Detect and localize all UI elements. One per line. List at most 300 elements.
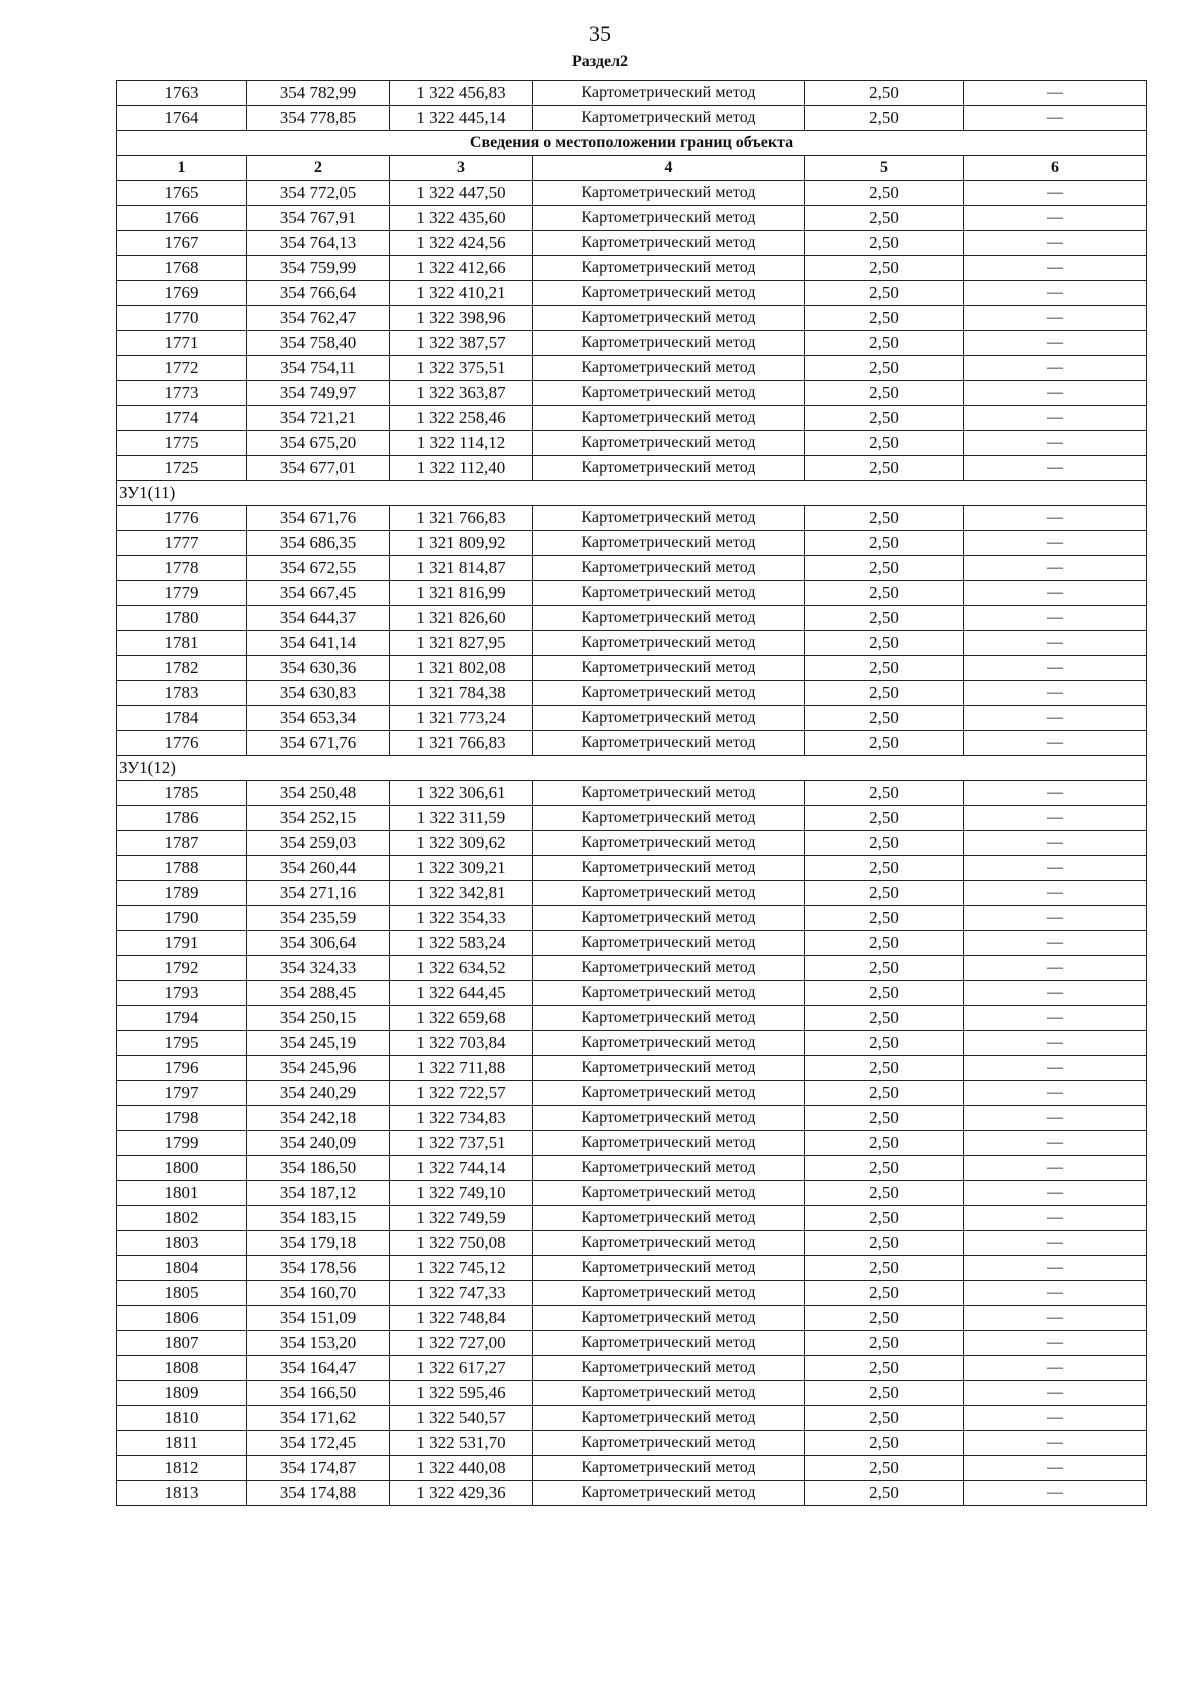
accuracy-cell: 2,50 (805, 656, 964, 681)
y-coordinate-cell: 1 322 435,60 (390, 206, 533, 231)
table-row (117, 806, 1147, 831)
table-row (117, 506, 1147, 531)
x-coordinate-cell: 354 250,48 (247, 781, 390, 806)
method-cell: Картометрический метод (533, 1356, 805, 1381)
column-number-2: 2 (247, 156, 390, 181)
point-number-cell: 1808 (117, 1356, 247, 1381)
method-cell: Картометрический метод (533, 581, 805, 606)
accuracy-cell: 2,50 (805, 956, 964, 981)
x-coordinate-cell: 354 179,18 (247, 1231, 390, 1256)
y-coordinate-cell: 1 321 766,83 (390, 731, 533, 756)
accuracy-cell: 2,50 (805, 256, 964, 281)
y-coordinate-cell: 1 322 595,46 (390, 1381, 533, 1406)
y-coordinate-cell: 1 322 456,83 (390, 81, 533, 106)
description-cell: — (964, 1281, 1147, 1306)
y-coordinate-cell: 1 322 342,81 (390, 881, 533, 906)
point-number-cell: 1770 (117, 306, 247, 331)
table-row (117, 1406, 1147, 1431)
method-cell: Картометрический метод (533, 881, 805, 906)
method-cell: Картометрический метод (533, 206, 805, 231)
method-cell: Картометрический метод (533, 1106, 805, 1131)
point-number-cell: 1785 (117, 781, 247, 806)
description-cell: — (964, 956, 1147, 981)
x-coordinate-cell: 354 762,47 (247, 306, 390, 331)
x-coordinate-cell: 354 235,59 (247, 906, 390, 931)
table-row (117, 381, 1147, 406)
accuracy-cell: 2,50 (805, 1281, 964, 1306)
accuracy-cell: 2,50 (805, 1406, 964, 1431)
x-coordinate-cell: 354 250,15 (247, 1006, 390, 1031)
y-coordinate-cell: 1 322 311,59 (390, 806, 533, 831)
accuracy-cell: 2,50 (805, 831, 964, 856)
description-cell: — (964, 581, 1147, 606)
x-coordinate-cell: 354 178,56 (247, 1256, 390, 1281)
x-coordinate-cell: 354 166,50 (247, 1381, 390, 1406)
y-coordinate-cell: 1 322 429,36 (390, 1481, 533, 1506)
point-number-cell: 1797 (117, 1081, 247, 1106)
description-cell: — (964, 1031, 1147, 1056)
point-number-cell: 1778 (117, 556, 247, 581)
x-coordinate-cell: 354 721,21 (247, 406, 390, 431)
accuracy-cell: 2,50 (805, 531, 964, 556)
accuracy-cell: 2,50 (805, 231, 964, 256)
accuracy-cell: 2,50 (805, 1206, 964, 1231)
x-coordinate-cell: 354 164,47 (247, 1356, 390, 1381)
description-cell: — (964, 1231, 1147, 1256)
y-coordinate-cell: 1 322 583,24 (390, 931, 533, 956)
description-cell: — (964, 656, 1147, 681)
group-label-row (117, 756, 1147, 781)
accuracy-cell: 2,50 (805, 106, 964, 131)
method-cell: Картометрический метод (533, 331, 805, 356)
description-cell: — (964, 331, 1147, 356)
x-coordinate-cell: 354 671,76 (247, 506, 390, 531)
x-coordinate-cell: 354 759,99 (247, 256, 390, 281)
point-number-cell: 1812 (117, 1456, 247, 1481)
point-number-cell: 1809 (117, 1381, 247, 1406)
table-row (117, 1331, 1147, 1356)
description-cell: — (964, 506, 1147, 531)
y-coordinate-cell: 1 322 363,87 (390, 381, 533, 406)
description-cell: — (964, 981, 1147, 1006)
y-coordinate-cell: 1 322 748,84 (390, 1306, 533, 1331)
accuracy-cell: 2,50 (805, 1081, 964, 1106)
x-coordinate-cell: 354 187,12 (247, 1181, 390, 1206)
point-number-cell: 1774 (117, 406, 247, 431)
point-number-cell: 1801 (117, 1181, 247, 1206)
accuracy-cell: 2,50 (805, 406, 964, 431)
point-number-cell: 1782 (117, 656, 247, 681)
accuracy-cell: 2,50 (805, 1256, 964, 1281)
accuracy-cell: 2,50 (805, 1431, 964, 1456)
point-number-cell: 1805 (117, 1281, 247, 1306)
description-cell: — (964, 806, 1147, 831)
column-number-4: 4 (533, 156, 805, 181)
method-cell: Картометрический метод (533, 306, 805, 331)
description-cell: — (964, 406, 1147, 431)
accuracy-cell: 2,50 (805, 631, 964, 656)
method-cell: Картометрический метод (533, 731, 805, 756)
description-cell: — (964, 1431, 1147, 1456)
y-coordinate-cell: 1 321 827,95 (390, 631, 533, 656)
point-number-cell: 1813 (117, 1481, 247, 1506)
point-number-cell: 1780 (117, 606, 247, 631)
table-row (117, 1281, 1147, 1306)
accuracy-cell: 2,50 (805, 681, 964, 706)
x-coordinate-cell: 354 778,85 (247, 106, 390, 131)
table-row (117, 606, 1147, 631)
accuracy-cell: 2,50 (805, 706, 964, 731)
y-coordinate-cell: 1 322 750,08 (390, 1231, 533, 1256)
method-cell: Картометрический метод (533, 1331, 805, 1356)
method-cell: Картометрический метод (533, 1431, 805, 1456)
accuracy-cell: 2,50 (805, 331, 964, 356)
method-cell: Картометрический метод (533, 256, 805, 281)
table-row (117, 556, 1147, 581)
method-cell: Картометрический метод (533, 181, 805, 206)
table-row (117, 1306, 1147, 1331)
method-cell: Картометрический метод (533, 1281, 805, 1306)
y-coordinate-cell: 1 322 734,83 (390, 1106, 533, 1131)
method-cell: Картометрический метод (533, 831, 805, 856)
description-cell: — (964, 206, 1147, 231)
point-number-cell: 1725 (117, 456, 247, 481)
x-coordinate-cell: 354 242,18 (247, 1106, 390, 1131)
accuracy-cell: 2,50 (805, 456, 964, 481)
method-cell: Картометрический метод (533, 981, 805, 1006)
point-number-cell: 1768 (117, 256, 247, 281)
y-coordinate-cell: 1 322 722,57 (390, 1081, 533, 1106)
method-cell: Картометрический метод (533, 1206, 805, 1231)
description-cell: — (964, 356, 1147, 381)
x-coordinate-cell: 354 174,87 (247, 1456, 390, 1481)
y-coordinate-cell: 1 322 112,40 (390, 456, 533, 481)
accuracy-cell: 2,50 (805, 1131, 964, 1156)
table-row (117, 731, 1147, 756)
table-row (117, 106, 1147, 131)
method-cell: Картометрический метод (533, 806, 805, 831)
y-coordinate-cell: 1 322 387,57 (390, 331, 533, 356)
y-coordinate-cell: 1 322 258,46 (390, 406, 533, 431)
accuracy-cell: 2,50 (805, 1356, 964, 1381)
y-coordinate-cell: 1 322 659,68 (390, 1006, 533, 1031)
description-cell: — (964, 856, 1147, 881)
x-coordinate-cell: 354 782,99 (247, 81, 390, 106)
method-cell: Картометрический метод (533, 656, 805, 681)
method-cell: Картометрический метод (533, 381, 805, 406)
point-number-cell: 1776 (117, 731, 247, 756)
accuracy-cell: 2,50 (805, 806, 964, 831)
x-coordinate-cell: 354 675,20 (247, 431, 390, 456)
accuracy-cell: 2,50 (805, 306, 964, 331)
accuracy-cell: 2,50 (805, 781, 964, 806)
y-coordinate-cell: 1 322 410,21 (390, 281, 533, 306)
table-row (117, 906, 1147, 931)
table-row (117, 531, 1147, 556)
y-coordinate-cell: 1 322 745,12 (390, 1256, 533, 1281)
method-cell: Картометрический метод (533, 931, 805, 956)
description-cell: — (964, 1106, 1147, 1131)
method-cell: Картометрический метод (533, 531, 805, 556)
accuracy-cell: 2,50 (805, 856, 964, 881)
y-coordinate-cell: 1 322 398,96 (390, 306, 533, 331)
x-coordinate-cell: 354 174,88 (247, 1481, 390, 1506)
group-label-cell: ЗУ1(12) (117, 756, 247, 781)
table-row (117, 831, 1147, 856)
accuracy-cell: 2,50 (805, 431, 964, 456)
table-row (117, 931, 1147, 956)
method-cell: Картометрический метод (533, 606, 805, 631)
method-cell: Картометрический метод (533, 1131, 805, 1156)
y-coordinate-cell: 1 322 634,52 (390, 956, 533, 981)
x-coordinate-cell: 354 772,05 (247, 181, 390, 206)
method-cell: Картометрический метод (533, 706, 805, 731)
method-cell: Картометрический метод (533, 281, 805, 306)
accuracy-cell: 2,50 (805, 906, 964, 931)
x-coordinate-cell: 354 644,37 (247, 606, 390, 631)
description-cell: — (964, 906, 1147, 931)
accuracy-cell: 2,50 (805, 506, 964, 531)
point-number-cell: 1776 (117, 506, 247, 531)
method-cell: Картометрический метод (533, 1056, 805, 1081)
description-cell: — (964, 381, 1147, 406)
table-row (117, 1456, 1147, 1481)
x-coordinate-cell: 354 171,62 (247, 1406, 390, 1431)
accuracy-cell: 2,50 (805, 1056, 964, 1081)
description-cell: — (964, 1456, 1147, 1481)
accuracy-cell: 2,50 (805, 81, 964, 106)
table-row (117, 81, 1147, 106)
description-cell: — (964, 706, 1147, 731)
method-cell: Картометрический метод (533, 681, 805, 706)
accuracy-cell: 2,50 (805, 1306, 964, 1331)
method-cell: Картометрический метод (533, 506, 805, 531)
point-number-cell: 1792 (117, 956, 247, 981)
accuracy-cell: 2,50 (805, 1231, 964, 1256)
method-cell: Картометрический метод (533, 1456, 805, 1481)
y-coordinate-cell: 1 321 816,99 (390, 581, 533, 606)
description-cell: — (964, 781, 1147, 806)
description-cell: — (964, 1206, 1147, 1231)
y-coordinate-cell: 1 321 826,60 (390, 606, 533, 631)
method-cell: Картометрический метод (533, 556, 805, 581)
point-number-cell: 1765 (117, 181, 247, 206)
table-row (117, 456, 1147, 481)
y-coordinate-cell: 1 322 644,45 (390, 981, 533, 1006)
table-row (117, 681, 1147, 706)
description-cell: — (964, 1156, 1147, 1181)
point-number-cell: 1802 (117, 1206, 247, 1231)
point-number-cell: 1763 (117, 81, 247, 106)
column-number-5: 5 (805, 156, 964, 181)
table-row (117, 781, 1147, 806)
table-row (117, 1156, 1147, 1181)
y-coordinate-cell: 1 322 306,61 (390, 781, 533, 806)
y-coordinate-cell: 1 322 744,14 (390, 1156, 533, 1181)
accuracy-cell: 2,50 (805, 1456, 964, 1481)
description-cell: — (964, 1406, 1147, 1431)
point-number-cell: 1773 (117, 381, 247, 406)
description-cell: — (964, 431, 1147, 456)
column-number-6: 6 (964, 156, 1147, 181)
x-coordinate-cell: 354 764,13 (247, 231, 390, 256)
y-coordinate-cell: 1 321 809,92 (390, 531, 533, 556)
point-number-cell: 1791 (117, 931, 247, 956)
y-coordinate-cell: 1 321 784,38 (390, 681, 533, 706)
description-cell: — (964, 1056, 1147, 1081)
point-number-cell: 1766 (117, 206, 247, 231)
table-row (117, 1356, 1147, 1381)
point-number-cell: 1786 (117, 806, 247, 831)
accuracy-cell: 2,50 (805, 206, 964, 231)
column-number-1: 1 (117, 156, 247, 181)
point-number-cell: 1772 (117, 356, 247, 381)
method-cell: Картометрический метод (533, 1406, 805, 1431)
table-row (117, 1056, 1147, 1081)
table-row (117, 181, 1147, 206)
x-coordinate-cell: 354 758,40 (247, 331, 390, 356)
table-row (117, 1206, 1147, 1231)
table-row (117, 656, 1147, 681)
y-coordinate-cell: 1 322 114,12 (390, 431, 533, 456)
method-cell: Картометрический метод (533, 1256, 805, 1281)
y-coordinate-cell: 1 321 766,83 (390, 506, 533, 531)
point-number-cell: 1793 (117, 981, 247, 1006)
method-cell: Картометрический метод (533, 1231, 805, 1256)
accuracy-cell: 2,50 (805, 1331, 964, 1356)
x-coordinate-cell: 354 686,35 (247, 531, 390, 556)
point-number-cell: 1788 (117, 856, 247, 881)
description-cell: — (964, 81, 1147, 106)
point-number-cell: 1796 (117, 1056, 247, 1081)
description-cell: — (964, 631, 1147, 656)
description-cell: — (964, 1081, 1147, 1106)
accuracy-cell: 2,50 (805, 1031, 964, 1056)
table-row (117, 631, 1147, 656)
point-number-cell: 1779 (117, 581, 247, 606)
method-cell: Картометрический метод (533, 231, 805, 256)
x-coordinate-cell: 354 252,15 (247, 806, 390, 831)
y-coordinate-cell: 1 322 749,10 (390, 1181, 533, 1206)
accuracy-cell: 2,50 (805, 1106, 964, 1131)
y-coordinate-cell: 1 321 814,87 (390, 556, 533, 581)
method-cell: Картометрический метод (533, 81, 805, 106)
y-coordinate-cell: 1 322 447,50 (390, 181, 533, 206)
point-number-cell: 1784 (117, 706, 247, 731)
column-number-row (117, 156, 1147, 181)
point-number-cell: 1787 (117, 831, 247, 856)
description-cell: — (964, 831, 1147, 856)
table-row (117, 956, 1147, 981)
table-row (117, 306, 1147, 331)
point-number-cell: 1769 (117, 281, 247, 306)
y-coordinate-cell: 1 322 749,59 (390, 1206, 533, 1231)
x-coordinate-cell: 354 172,45 (247, 1431, 390, 1456)
x-coordinate-cell: 354 183,15 (247, 1206, 390, 1231)
accuracy-cell: 2,50 (805, 281, 964, 306)
accuracy-cell: 2,50 (805, 981, 964, 1006)
method-cell: Картометрический метод (533, 631, 805, 656)
description-cell: — (964, 881, 1147, 906)
description-cell: — (964, 1006, 1147, 1031)
y-coordinate-cell: 1 322 354,33 (390, 906, 533, 931)
x-coordinate-cell: 354 306,64 (247, 931, 390, 956)
point-number-cell: 1799 (117, 1131, 247, 1156)
section-title: Раздел2 (571, 53, 629, 70)
x-coordinate-cell: 354 630,83 (247, 681, 390, 706)
table-row (117, 431, 1147, 456)
table-row (117, 1481, 1147, 1506)
point-number-cell: 1806 (117, 1306, 247, 1331)
description-cell: — (964, 181, 1147, 206)
method-cell: Картометрический метод (533, 1031, 805, 1056)
accuracy-cell: 2,50 (805, 1381, 964, 1406)
accuracy-cell: 2,50 (805, 381, 964, 406)
description-cell: — (964, 681, 1147, 706)
method-cell: Картометрический метод (533, 406, 805, 431)
description-cell: — (964, 1256, 1147, 1281)
point-number-cell: 1798 (117, 1106, 247, 1131)
table-row (117, 281, 1147, 306)
description-cell: — (964, 1306, 1147, 1331)
x-coordinate-cell: 354 630,36 (247, 656, 390, 681)
point-number-cell: 1794 (117, 1006, 247, 1031)
table-row (117, 856, 1147, 881)
description-cell: — (964, 1481, 1147, 1506)
method-cell: Картометрический метод (533, 1181, 805, 1206)
point-number-cell: 1807 (117, 1331, 247, 1356)
table-row (117, 981, 1147, 1006)
method-cell: Картометрический метод (533, 856, 805, 881)
accuracy-cell: 2,50 (805, 356, 964, 381)
accuracy-cell: 2,50 (805, 581, 964, 606)
x-coordinate-cell: 354 754,11 (247, 356, 390, 381)
table-row (117, 231, 1147, 256)
point-number-cell: 1795 (117, 1031, 247, 1056)
point-number-cell: 1771 (117, 331, 247, 356)
method-cell: Картометрический метод (533, 1006, 805, 1031)
method-cell: Картометрический метод (533, 431, 805, 456)
x-coordinate-cell: 354 245,96 (247, 1056, 390, 1081)
y-coordinate-cell: 1 321 802,08 (390, 656, 533, 681)
y-coordinate-cell: 1 322 711,88 (390, 1056, 533, 1081)
method-cell: Картометрический метод (533, 356, 805, 381)
page-number: 35 (589, 21, 611, 46)
description-cell: — (964, 556, 1147, 581)
x-coordinate-cell: 354 260,44 (247, 856, 390, 881)
point-number-cell: 1804 (117, 1256, 247, 1281)
method-cell: Картометрический метод (533, 1381, 805, 1406)
accuracy-cell: 2,50 (805, 556, 964, 581)
description-cell: — (964, 1131, 1147, 1156)
table-row (117, 1131, 1147, 1156)
group-label-cell: ЗУ1(11) (117, 481, 247, 506)
y-coordinate-cell: 1 322 737,51 (390, 1131, 533, 1156)
description-cell: — (964, 1356, 1147, 1381)
method-cell: Картометрический метод (533, 106, 805, 131)
method-cell: Картометрический метод (533, 906, 805, 931)
table-body (117, 81, 1147, 1506)
accuracy-cell: 2,50 (805, 731, 964, 756)
y-coordinate-cell: 1 321 773,24 (390, 706, 533, 731)
table-row (117, 1256, 1147, 1281)
description-cell: — (964, 1331, 1147, 1356)
point-number-cell: 1790 (117, 906, 247, 931)
description-cell: — (964, 1381, 1147, 1406)
x-coordinate-cell: 354 677,01 (247, 456, 390, 481)
x-coordinate-cell: 354 641,14 (247, 631, 390, 656)
y-coordinate-cell: 1 322 747,33 (390, 1281, 533, 1306)
